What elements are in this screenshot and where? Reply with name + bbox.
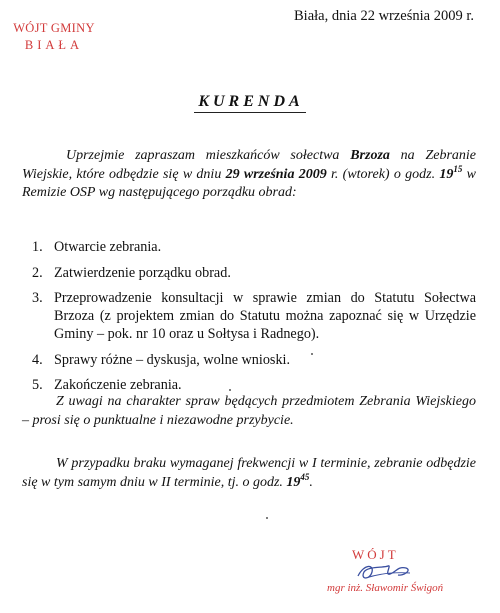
agenda-item: 5. Zakończenie zebrania. [32,377,182,393]
agenda-item: 1. Otwarcie zebrania. [32,239,162,255]
agenda-item: 4. Sprawy różne – dyskusja, wolne wnioski. [32,351,291,368]
office-stamp [6,20,102,54]
speck [311,353,313,355]
second-term-time: $19^{45}$ [286,471,310,490]
intro-paragraph: Uprzejmie zapraszam mieszkańców sołectwa Brzoza na Zebranie Wiejskie, które odbędzie się w dniu 29 września 2009 r. (wtorek) o godz. $19^{15}$ w Remizie OSP wg następującego porządku obrad: [22,148,476,200]
stamp-line-2: BIAŁA [24,38,84,52]
village-name: Brzoza [350,148,390,163]
signatory-name-stamp: mgr inż. Sławomir Świgoń [327,582,444,594]
document-title: KURENDA [0,93,500,113]
signature-title-stamp: WÓJT [352,547,399,562]
stamp-line-1: WÓJT GMINY [13,21,95,35]
speck [266,517,268,519]
punctuality-paragraph: Z uwagi na charakter spraw będących przedmiotem Zebrania Wiejskiego – prosi się o punktualne i niezawodne przybycie. [22,394,476,428]
speck [229,389,231,391]
agenda-item: 2. Zatwierdzenie porządku obrad. [32,264,231,281]
agenda-list [32,238,476,402]
second-term-paragraph: W przypadku braku wymaganej frekwencji w I terminie, zebranie odbędzie się w tym samym dniu w II terminie, tj. o godz. $19^{45}$. [22,456,476,490]
agenda-item: 3. Przeprowadzenie konsultacji w sprawie zmian do Statutu Sołectwa Brzoza (z projektem zmian do Statutu można zapoznać się w Urzędzie Gminy – pok. nr 10 oraz u Sołtysa i Radnego). [32,290,476,342]
place-date-line: Biała, dnia 22 września 2009 r. [294,8,474,24]
meeting-date: 29 września 2009 [225,166,327,182]
meeting-time: $19^{15}$ [439,163,463,182]
